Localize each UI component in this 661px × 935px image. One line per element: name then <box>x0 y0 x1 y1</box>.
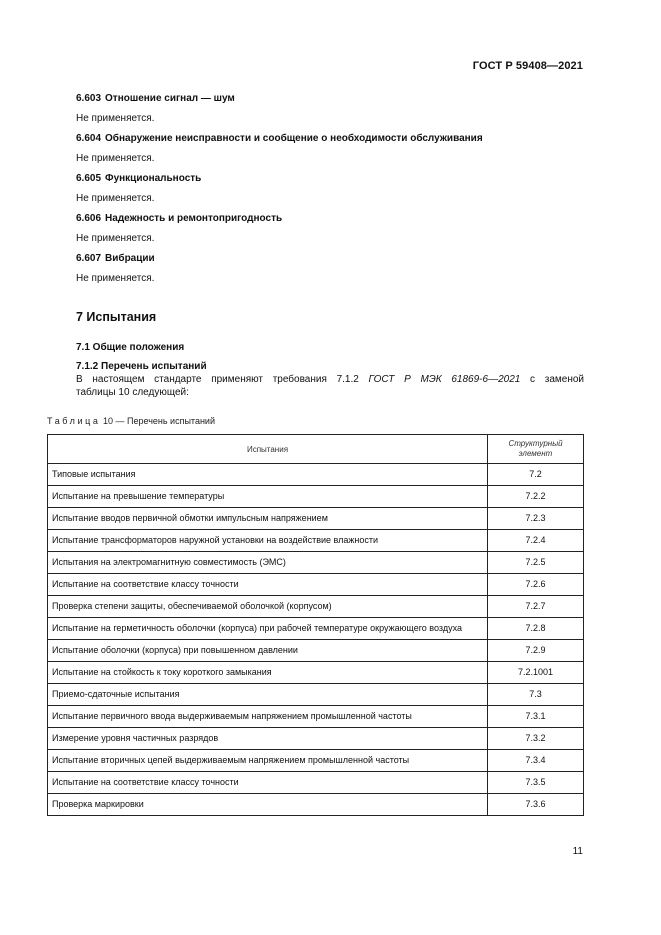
table-caption-word: Таблица <box>47 416 101 426</box>
test-name-cell: Испытание на соответствие классу точности <box>48 772 488 794</box>
table-row <box>48 574 584 596</box>
section-title: 7 Испытания <box>76 310 157 324</box>
clause-body: Не применяется. <box>76 113 155 124</box>
test-name-cell: Типовые испытания <box>48 464 488 486</box>
subsection-title: 7.1 Общие положения <box>76 342 185 353</box>
table-row <box>48 618 584 640</box>
table-row <box>48 530 584 552</box>
clause-heading <box>76 92 584 105</box>
test-name-cell: Измерение уровня частичных разрядов <box>48 728 488 750</box>
element-cell: 7.2.6 <box>488 574 584 596</box>
test-name-cell: Испытание первичного ввода выдерживаемым напряжением промышленной частоты <box>48 706 488 728</box>
element-cell: 7.2.2 <box>488 486 584 508</box>
clause-list <box>76 92 584 285</box>
test-name-cell: Испытание на соответствие классу точности <box>48 574 488 596</box>
paragraph-line-2: таблицы 10 следующей: <box>76 387 189 398</box>
element-cell: 7.3.2 <box>488 728 584 750</box>
header-element: Структурный элемент <box>488 435 584 464</box>
clause-title: Функциональность <box>105 173 202 184</box>
element-cell: 7.2 <box>488 464 584 486</box>
element-cell: 7.2.4 <box>488 530 584 552</box>
element-cell: 7.3.1 <box>488 706 584 728</box>
test-name-cell: Испытание трансформаторов наружной установки на воздействие влажности <box>48 530 488 552</box>
table-row <box>48 464 584 486</box>
table-row <box>48 706 584 728</box>
clause-body: Не применяется. <box>76 233 155 244</box>
element-cell: 7.3.6 <box>488 794 584 816</box>
clause-title: Надежность и ремонтопригодность <box>105 213 283 224</box>
table-row <box>48 552 584 574</box>
table-row <box>48 750 584 772</box>
element-cell: 7.2.8 <box>488 618 584 640</box>
table-row <box>48 662 584 684</box>
table-row <box>48 486 584 508</box>
element-cell: 7.2.9 <box>488 640 584 662</box>
clause-heading <box>76 252 584 265</box>
element-cell: 7.2.3 <box>488 508 584 530</box>
table-caption-text: 10 — Перечень испытаний <box>100 416 215 426</box>
clause-body: Не применяется. <box>76 193 155 204</box>
test-name-cell: Испытание на превышение температуры <box>48 486 488 508</box>
table-row <box>48 772 584 794</box>
doc-header-id: ГОСТ Р 59408—2021 <box>472 60 583 72</box>
table-header-row <box>48 435 584 464</box>
test-name-cell: Испытания на электромагнитную совместимость (ЭМС) <box>48 552 488 574</box>
clause-heading <box>76 132 584 145</box>
header-tests: Испытания <box>48 435 488 464</box>
clause-number: 6.604 <box>76 133 102 144</box>
test-name-cell: Проверка степени защиты, обеспечиваемой оболочкой (корпусом) <box>48 596 488 618</box>
clause-number: 6.607 <box>76 253 102 264</box>
test-name-cell: Испытание вторичных цепей выдерживаемым напряжением промышленной частоты <box>48 750 488 772</box>
element-cell: 7.2.7 <box>488 596 584 618</box>
table-row <box>48 640 584 662</box>
subsubsection-title: 7.1.2 Перечень испытаний <box>76 361 207 372</box>
test-name-cell: Испытание на стойкость к току короткого замыкания <box>48 662 488 684</box>
clause-title: Вибрации <box>105 253 155 264</box>
content-body <box>76 92 584 406</box>
paragraph-text: В настоящем стандарте применяют требования 7.1.2 <box>76 374 369 385</box>
table-row <box>48 596 584 618</box>
table-row <box>48 508 584 530</box>
page-number: 11 <box>572 846 583 857</box>
clause-body: Не применяется. <box>76 273 155 284</box>
clause-heading <box>76 172 584 185</box>
clause-heading <box>76 212 584 225</box>
element-cell: 7.2.5 <box>488 552 584 574</box>
element-cell: 7.3.5 <box>488 772 584 794</box>
table-row <box>48 728 584 750</box>
clause-number: 6.606 <box>76 213 102 224</box>
element-cell: 7.3 <box>488 684 584 706</box>
table-caption <box>47 416 215 426</box>
test-name-cell: Проверка маркировки <box>48 794 488 816</box>
clause-number: 6.605 <box>76 173 102 184</box>
table-row <box>48 794 584 816</box>
clause-body: Не применяется. <box>76 153 155 164</box>
paragraph-text: с заменой <box>520 374 584 385</box>
table-row <box>48 684 584 706</box>
test-name-cell: Испытание оболочки (корпуса) при повышенном давлении <box>48 640 488 662</box>
standard-reference: ГОСТ Р МЭК 61869-6—2021 <box>368 374 521 385</box>
table-body <box>48 464 584 816</box>
test-name-cell: Испытание на герметичность оболочки (корпуса) при рабочей температуре окружающего воздуха <box>48 618 488 640</box>
paragraph-line-1 <box>76 373 584 386</box>
clause-title: Обнаружение неисправности и сообщение о необходимости обслуживания <box>105 133 483 144</box>
clause-number: 6.603 <box>76 93 102 104</box>
tests-table <box>47 434 584 816</box>
element-cell: 7.3.4 <box>488 750 584 772</box>
clause-title: Отношение сигнал — шум <box>105 93 235 104</box>
test-name-cell: Приемо-сдаточные испытания <box>48 684 488 706</box>
test-name-cell: Испытание вводов первичной обмотки импульсным напряжением <box>48 508 488 530</box>
element-cell: 7.2.1001 <box>488 662 584 684</box>
